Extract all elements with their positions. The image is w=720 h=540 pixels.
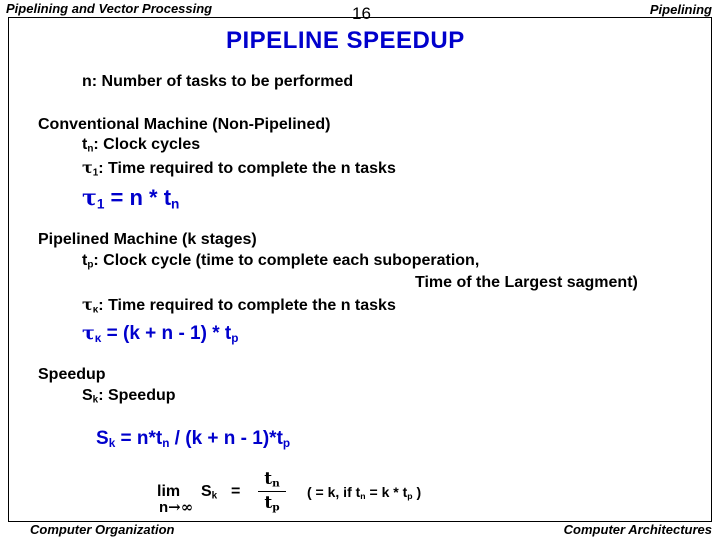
speedup-formula-s-sub: k (108, 436, 116, 450)
sk-symbol: S (82, 387, 93, 404)
tau1-text: : Time required to complete the n tasks (98, 160, 396, 177)
limit-s-sub: k (211, 490, 218, 502)
header-right: Pipelining (649, 2, 712, 17)
limit-n: n (159, 499, 169, 516)
infinity-icon: ∞ (180, 498, 194, 516)
tp-sub: p (87, 259, 94, 271)
condition-b-sub: p (407, 491, 413, 502)
denominator-sub: p (272, 501, 280, 514)
speedup-formula-end: / (k + n - 1)*t (169, 428, 283, 449)
limit-lim: lim (157, 483, 181, 500)
speedup-formula-mid-sub: n (162, 436, 170, 450)
tau1-sub: 1 (92, 167, 99, 179)
pipelined-heading: Pipelined Machine (k stages) (38, 231, 257, 248)
speedup-formula-s: S (96, 428, 109, 449)
limit-subscript (159, 498, 193, 516)
tp-text-continued: Time of the Largest sagment) (415, 274, 638, 291)
tau1-formula-symbol: τ (82, 185, 97, 211)
tn-text: : Clock cycles (93, 136, 201, 153)
limit-condition (307, 484, 421, 501)
tau1-formula-sub: 1 (96, 196, 105, 212)
fraction-denominator (258, 493, 286, 514)
tauk-sub: κ (92, 304, 99, 316)
tauk-formula-rhs: = (k + n - 1) * t (101, 323, 232, 344)
tauk-formula-sub: κ (94, 331, 102, 345)
tau1-formula (82, 185, 179, 211)
condition-b: = k * t (365, 484, 408, 500)
sk-text: : Speedup (98, 387, 176, 404)
tauk-symbol: τ (82, 295, 93, 314)
page-number: 16 (352, 4, 371, 23)
footer-right: Computer Architectures (563, 522, 712, 537)
fraction-bar (258, 491, 286, 492)
tn-definition (82, 136, 200, 154)
tp-definition (82, 252, 479, 270)
limit-equals: = (231, 483, 241, 500)
tau1-definition (82, 158, 396, 178)
tauk-text: : Time required to complete the n tasks (98, 297, 396, 314)
slide-title: PIPELINE SPEEDUP (226, 27, 465, 54)
sk-definition (82, 387, 176, 405)
tau1-formula-rhs-sub: n (171, 196, 180, 212)
speedup-formula-end-sub: p (282, 436, 291, 450)
speedup-heading: Speedup (38, 366, 106, 383)
arrow-icon: → (168, 498, 181, 516)
limit-sk (201, 483, 217, 501)
limit-fraction (258, 469, 286, 513)
tauk-formula-symbol: τ (82, 322, 95, 344)
n-definition: n: Number of tasks to be performed (82, 73, 354, 90)
sk-sub: k (92, 394, 99, 406)
numerator-sub: n (272, 477, 280, 490)
condition-a: ( = k, if t (307, 484, 361, 500)
tn-sub: n (87, 143, 94, 155)
header-left: Pipelining and Vector Processing (6, 1, 213, 16)
tauk-formula (82, 322, 238, 345)
speedup-formula-mid: = n*t (115, 428, 163, 449)
fraction-numerator (258, 469, 286, 490)
limit-s: S (201, 483, 212, 500)
tauk-definition (82, 295, 396, 315)
condition-a-sub: n (360, 491, 366, 502)
speedup-formula (96, 428, 290, 450)
tau1-symbol: τ (82, 158, 93, 177)
tp-symbol: t (82, 252, 88, 269)
tau1-formula-rhs: = n * t (104, 185, 172, 210)
denominator-t: t (264, 492, 273, 513)
fraction (258, 469, 286, 513)
tauk-formula-rhs-sub: p (231, 331, 239, 345)
footer-left: Computer Organization (30, 522, 175, 537)
tn-symbol: t (82, 136, 88, 153)
tp-text: : Clock cycle (time to complete each suboperation, (93, 252, 480, 269)
condition-c: ) (412, 484, 422, 500)
conventional-heading: Conventional Machine (Non-Pipelined) (38, 116, 331, 133)
numerator-t: t (264, 469, 273, 489)
